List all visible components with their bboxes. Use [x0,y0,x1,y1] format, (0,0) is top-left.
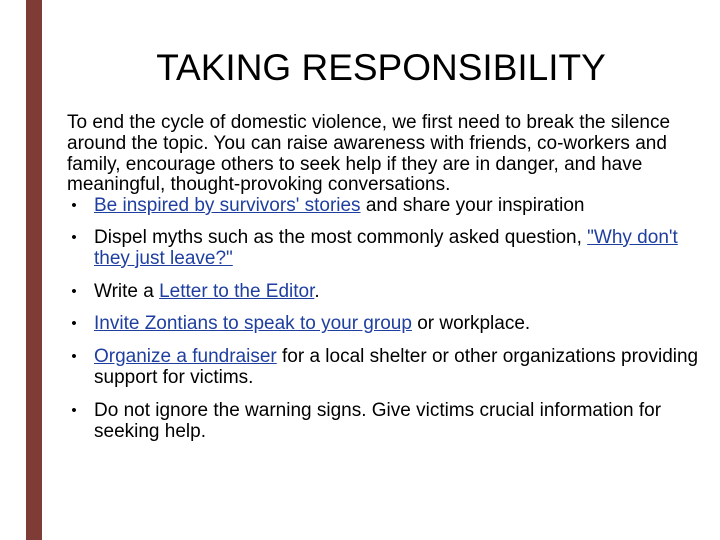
bullet-text-pre: Dispel myths such as the most commonly asked question, [94,226,588,248]
list-item [67,196,707,217]
bullet-text [89,196,707,217]
bullet-text-pre: Do not ignore the warning signs. Give victims crucial information for seeking help. [94,399,662,442]
bullet-text [89,347,707,389]
bullet-icon: • [71,315,77,333]
bullet-icon: • [71,282,77,300]
bullet-icon: • [71,401,77,419]
bullet-text-post: . [314,280,320,302]
list-item [67,228,707,270]
action-list [67,196,707,442]
invite-zontians-link[interactable]: Invite Zontians to speak to your group [94,313,412,335]
bullet-text [89,282,707,303]
list-item [67,282,707,303]
bullet-text [89,314,707,335]
bullet-text [89,228,707,270]
intro-paragraph: To end the cycle of domestic violence, we first need to break the silence around the topic. You can raise awareness with friends, co-workers and family, encourage others to seek help if they are in danger, and have meaningful, thought-provoking conversations. [67,112,671,196]
why-dont-they-leave-link[interactable]: "Why don't they just leave?" [94,226,678,269]
bullet-icon: • [71,228,77,246]
bullet-icon: • [71,197,77,215]
bullet-text-post: and share your inspiration [360,195,585,217]
letter-to-editor-link[interactable]: Letter to the Editor [159,280,315,302]
body-content [67,113,707,454]
survivors-stories-link[interactable]: Be inspired by survivors' stories [94,195,361,217]
bullet-text-post: or workplace. [411,313,531,335]
page-title: TAKING RESPONSIBILITY [156,47,606,88]
bullet-text-pre: Write a [94,280,160,302]
list-item [67,401,707,443]
bullet-text-post: for a local shelter or other organizations providing support for victims. [94,346,699,388]
list-item [67,347,707,389]
bullet-text [89,401,707,443]
side-accent-bar [26,0,42,540]
organize-fundraiser-link[interactable]: Organize a fundraiser [94,346,277,368]
bullet-icon: • [71,348,77,366]
list-item [67,314,707,335]
